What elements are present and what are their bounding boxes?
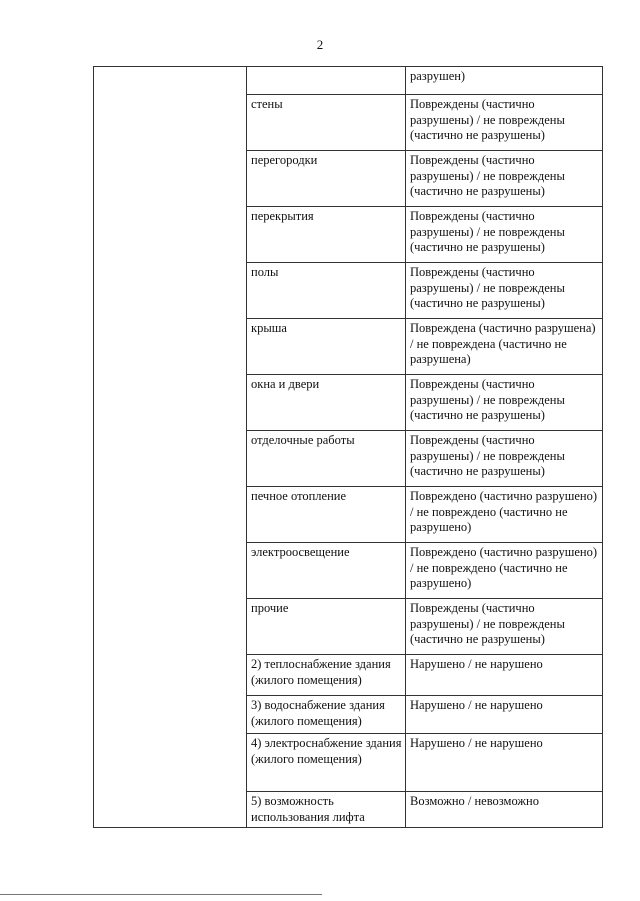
item-cell [247,67,406,95]
item-cell: перекрытия [247,207,406,263]
item-cell: прочие [247,599,406,655]
page-number: 2 [316,37,324,52]
state-cell: Повреждено (частично разрушено) / не повреждено (частично не разрушено) [406,487,603,543]
state-cell: Повреждены (частично разрушены) / не повреждены (частично не разрушены) [406,263,603,319]
state-cell: Нарушено / не нарушено [406,696,603,734]
item-cell: 2) теплоснабжение здания (жилого помещения) [247,655,406,696]
item-cell: окна и двери [247,375,406,431]
item-cell: 5) возможность использования лифта [247,792,406,828]
state-cell: Повреждены (частично разрушены) / не повреждены (частично не разрушены) [406,151,603,207]
merged-empty-cell [94,67,247,828]
state-cell: Повреждены (частично разрушены) / не повреждены (частично не разрушены) [406,95,603,151]
item-cell: 3) водоснабжение здания (жилого помещения) [247,696,406,734]
item-cell: перегородки [247,151,406,207]
item-cell: печное отопление [247,487,406,543]
state-cell: Повреждено (частично разрушено) / не повреждено (частично не разрушено) [406,543,603,599]
state-cell: Нарушено / не нарушено [406,655,603,696]
state-cell: Повреждены (частично разрушены) / не повреждены (частично не разрушены) [406,431,603,487]
state-cell: Повреждена (частично разрушена) / не повреждена (частично не разрушена) [406,319,603,375]
state-cell: Возможно / невозможно [406,792,603,828]
item-cell: стены [247,95,406,151]
footer-rule [0,894,322,895]
item-cell: 4) электроснабжение здания (жилого помещения) [247,734,406,792]
state-cell: Повреждены (частично разрушены) / не повреждены (частично не разрушены) [406,375,603,431]
inspection-table [93,66,603,828]
state-cell: Повреждены (частично разрушены) / не повреждены (частично не разрушены) [406,599,603,655]
state-cell: разрушен) [406,67,603,95]
item-cell: полы [247,263,406,319]
item-cell: электроосвещение [247,543,406,599]
item-cell: крыша [247,319,406,375]
table-row [94,67,603,95]
state-cell: Повреждены (частично разрушены) / не повреждены (частично не разрушены) [406,207,603,263]
item-cell: отделочные работы [247,431,406,487]
state-cell: Нарушено / не нарушено [406,734,603,792]
